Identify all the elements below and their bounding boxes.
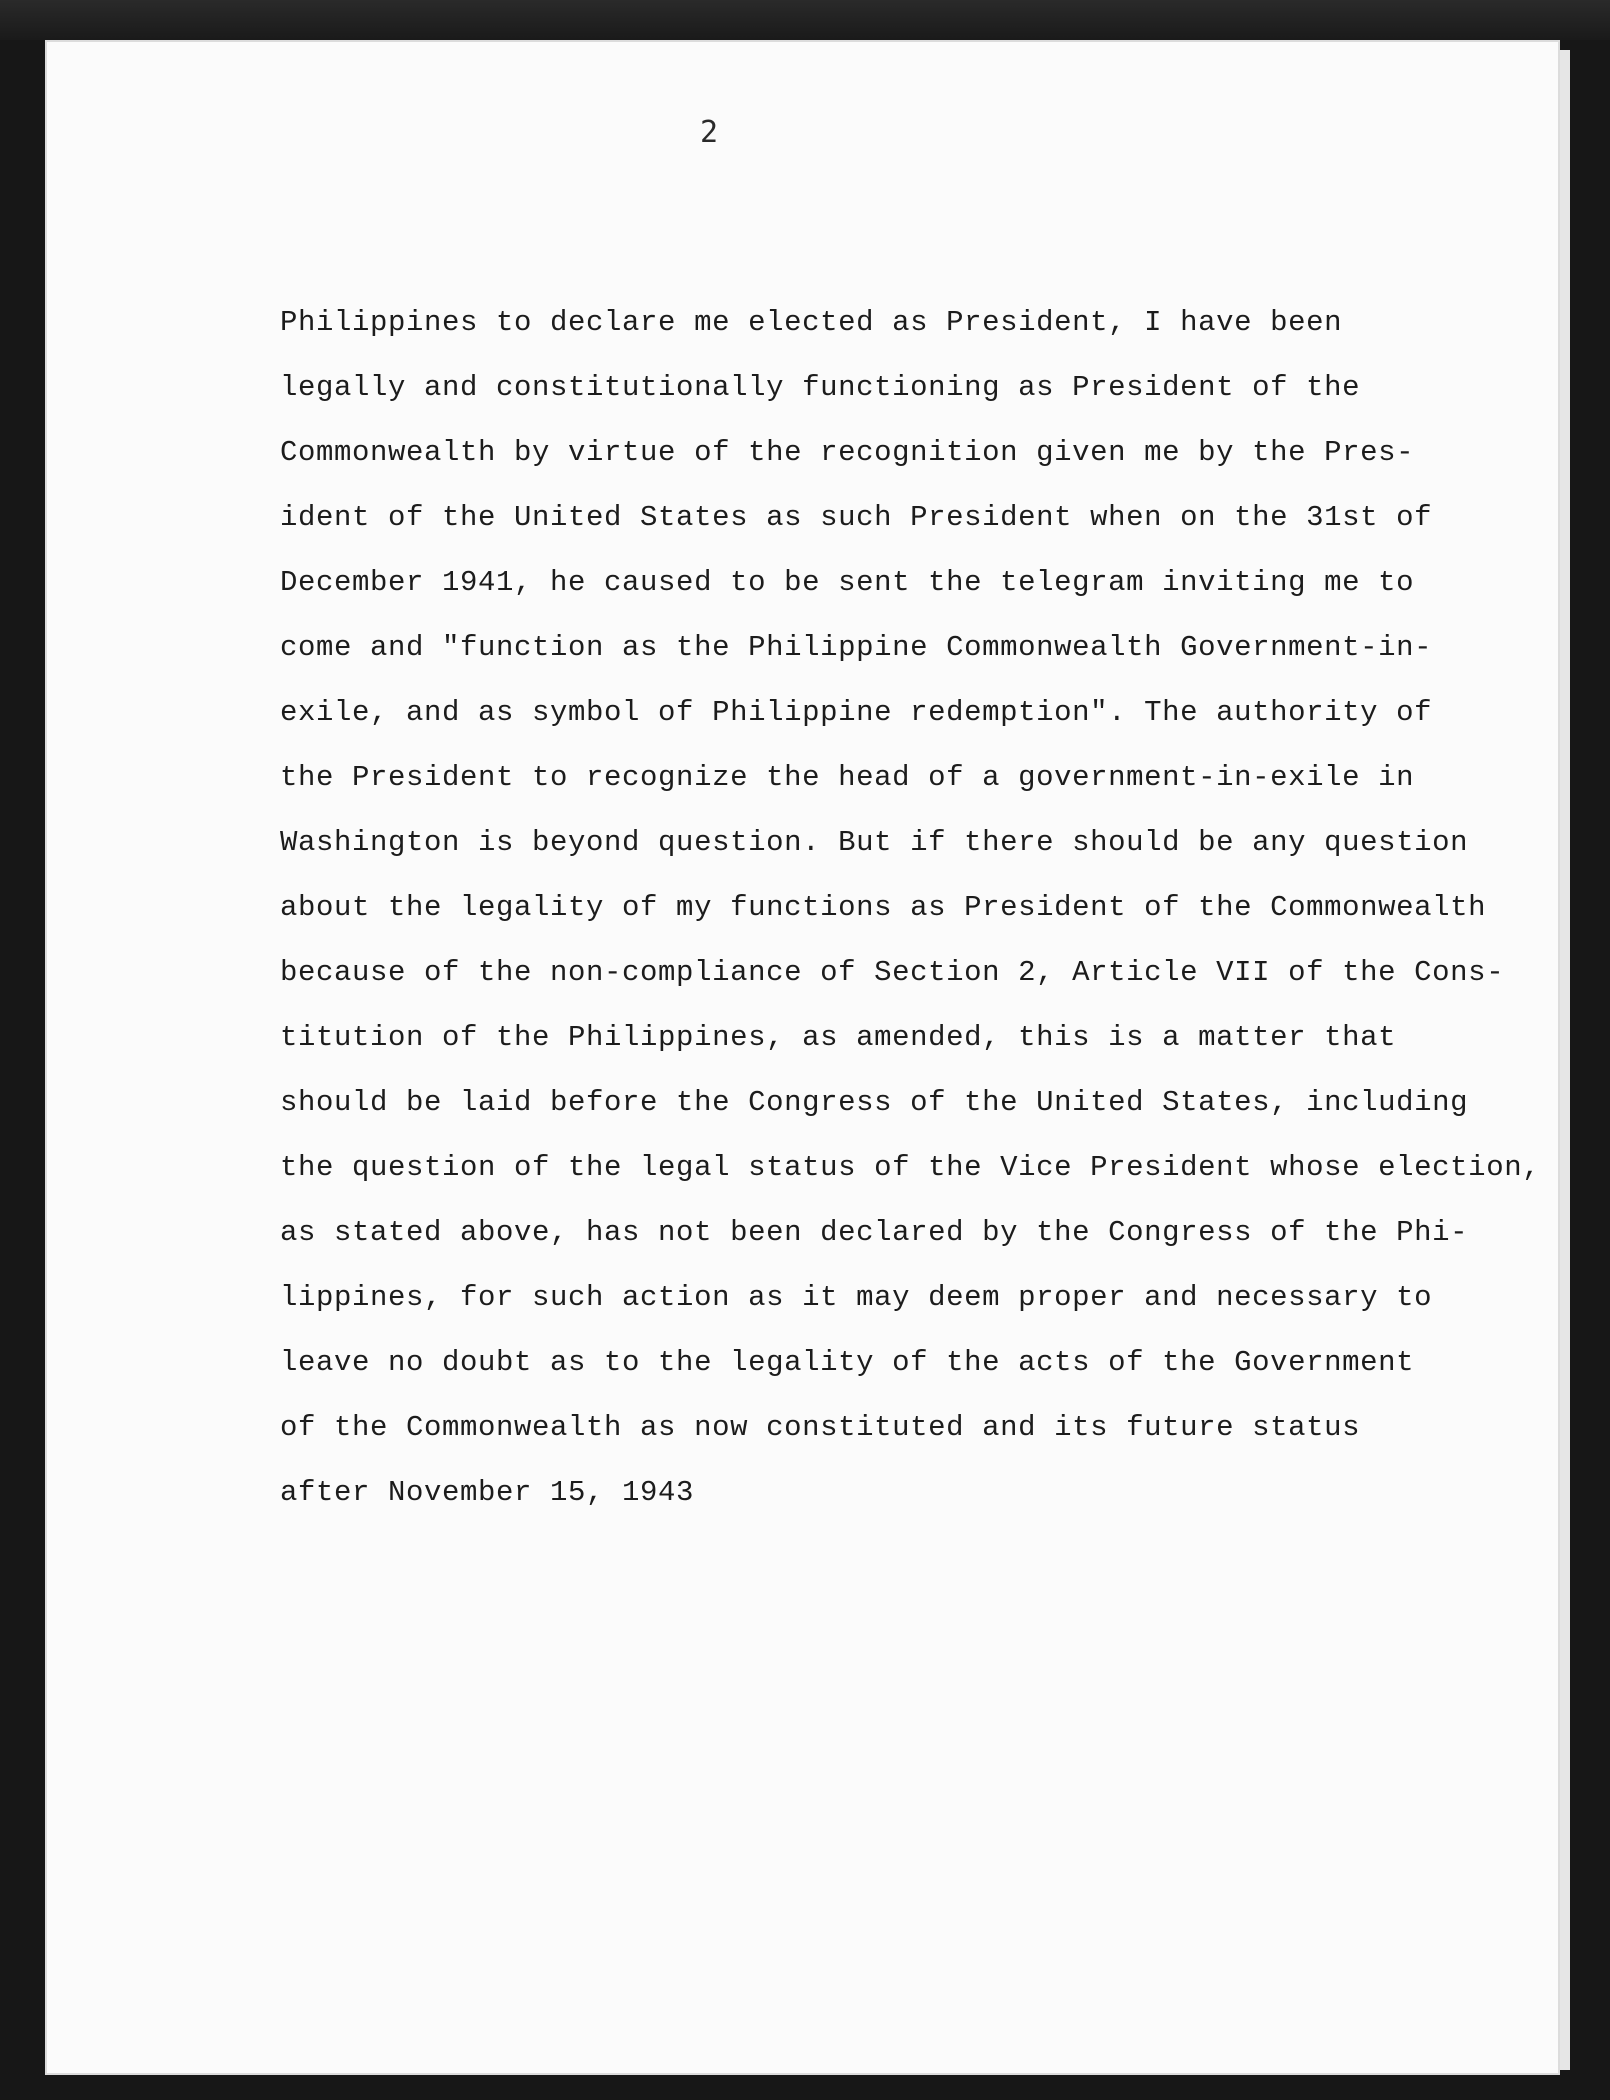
text-line: because of the non-compliance of Section 2, Article VII of the Cons- — [280, 956, 1505, 989]
page-number: 2 — [700, 115, 719, 150]
text-line: exile, and as symbol of Philippine redemption". The authority of — [280, 696, 1433, 729]
text-line: leave no doubt as to the legality of the acts of the Government — [280, 1346, 1415, 1379]
text-line: the question of the legal status of the Vice President whose election, — [280, 1151, 1541, 1184]
text-line: about the legality of my functions as President of the Commonwealth — [280, 891, 1487, 924]
text-line: as stated above, has not been declared by the Congress of the Phi- — [280, 1216, 1469, 1249]
text-line: Washington is beyond question. But if there should be any question — [280, 826, 1469, 859]
text-line: Philippines to declare me elected as President, I have been — [280, 306, 1343, 339]
text-line: the President to recognize the head of a government-in-exile in — [280, 761, 1415, 794]
text-line: December 1941, he caused to be sent the telegram inviting me to — [280, 566, 1415, 599]
text-line: should be laid before the Congress of the United States, including — [280, 1086, 1469, 1119]
page-edge — [1560, 50, 1570, 2070]
scan-border-top — [0, 0, 1610, 40]
text-line: legally and constitutionally functioning as President of the — [280, 371, 1361, 404]
text-line: after November 15, 1943 — [280, 1476, 695, 1509]
body-text — [280, 290, 1541, 1525]
text-line: ident of the United States as such President when on the 31st of — [280, 501, 1433, 534]
text-line: of the Commonwealth as now constituted and its future status — [280, 1411, 1361, 1444]
text-line: titution of the Philippines, as amended, this is a matter that — [280, 1021, 1397, 1054]
text-line: lippines, for such action as it may deem proper and necessary to — [280, 1281, 1433, 1314]
text-line: come and "function as the Philippine Commonwealth Government-in- — [280, 631, 1433, 664]
text-line: Commonwealth by virtue of the recognition given me by the Pres- — [280, 436, 1415, 469]
